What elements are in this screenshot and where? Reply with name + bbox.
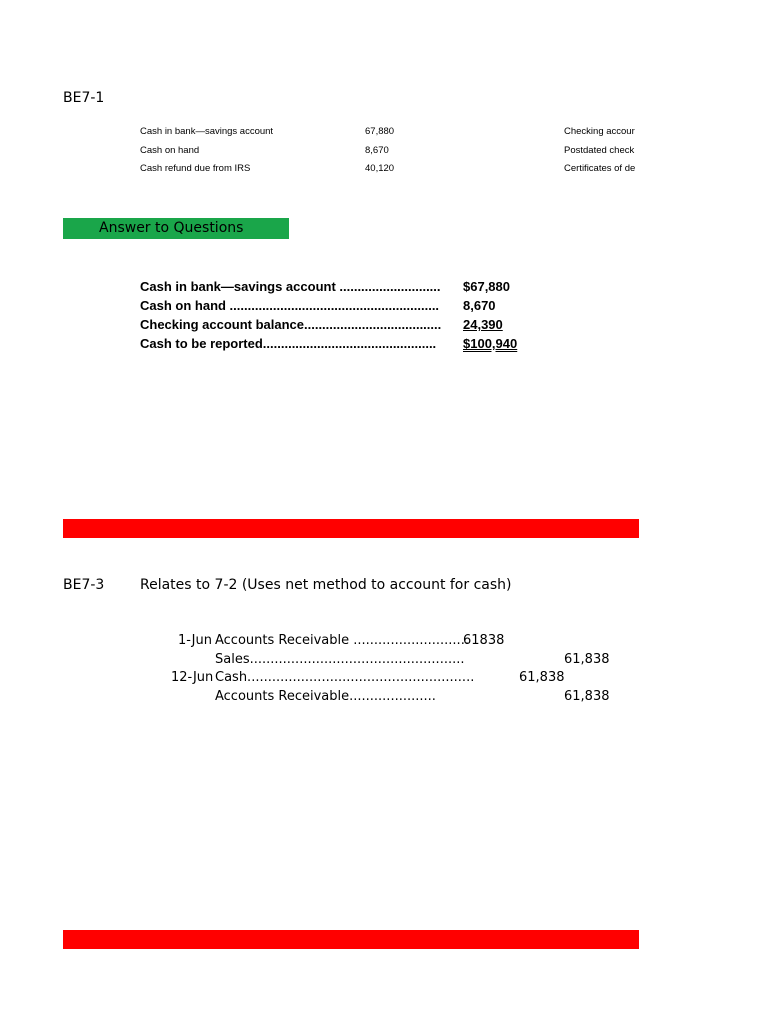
entry-date: 12-Jun [171,670,214,685]
item-label: Certificates of de [564,163,636,174]
entry-account: Accounts Receivable ............................ [215,633,469,648]
entry-credit: 61,838 [564,689,610,704]
answer-label: Cash in bank—savings account ............................ [140,279,441,294]
right-column-clip [564,120,639,180]
answer-value: 8,670 [463,298,496,313]
answer-total-value: $100,940 [463,336,518,351]
entry-account: Accounts Receivable..................... [215,689,436,704]
item-value: 67,880 [365,126,395,137]
section-title-be7-3: BE7-3 [63,577,105,593]
entry-debit: 61,838 [519,670,565,685]
entry-debit: 61838 [463,633,505,648]
answer-label: Cash on hand .......................................................... [140,298,440,313]
item-label: Cash in bank—savings account [140,126,274,137]
item-label: Cash on hand [140,145,200,156]
item-label: Cash refund due from IRS [140,163,251,174]
answer-value: $67,880 [463,279,510,294]
section-separator [63,930,639,949]
section-separator [63,519,639,538]
entry-date: 1-Jun [178,633,212,648]
entry-account: Cash....................................................... [215,670,475,685]
item-label: Checking accour [564,126,635,137]
entry-credit: 61,838 [564,652,610,667]
answer-label: Checking account balance...................................... [140,317,442,332]
item-value: 8,670 [365,145,389,156]
section-description: Relates to 7-2 (Uses net method to account for cash) [140,577,512,593]
answer-value: 24,390 [463,317,503,332]
entry-account: Sales.................................................... [215,652,465,667]
answer-banner [63,218,289,239]
section-title-be7-1: BE7-1 [63,90,105,106]
item-value: 40,120 [365,163,395,174]
item-label: Postdated check [564,145,635,156]
answer-label: Cash to be reported................................................ [140,336,437,351]
answer-banner-label: Answer to Questions [99,220,244,236]
